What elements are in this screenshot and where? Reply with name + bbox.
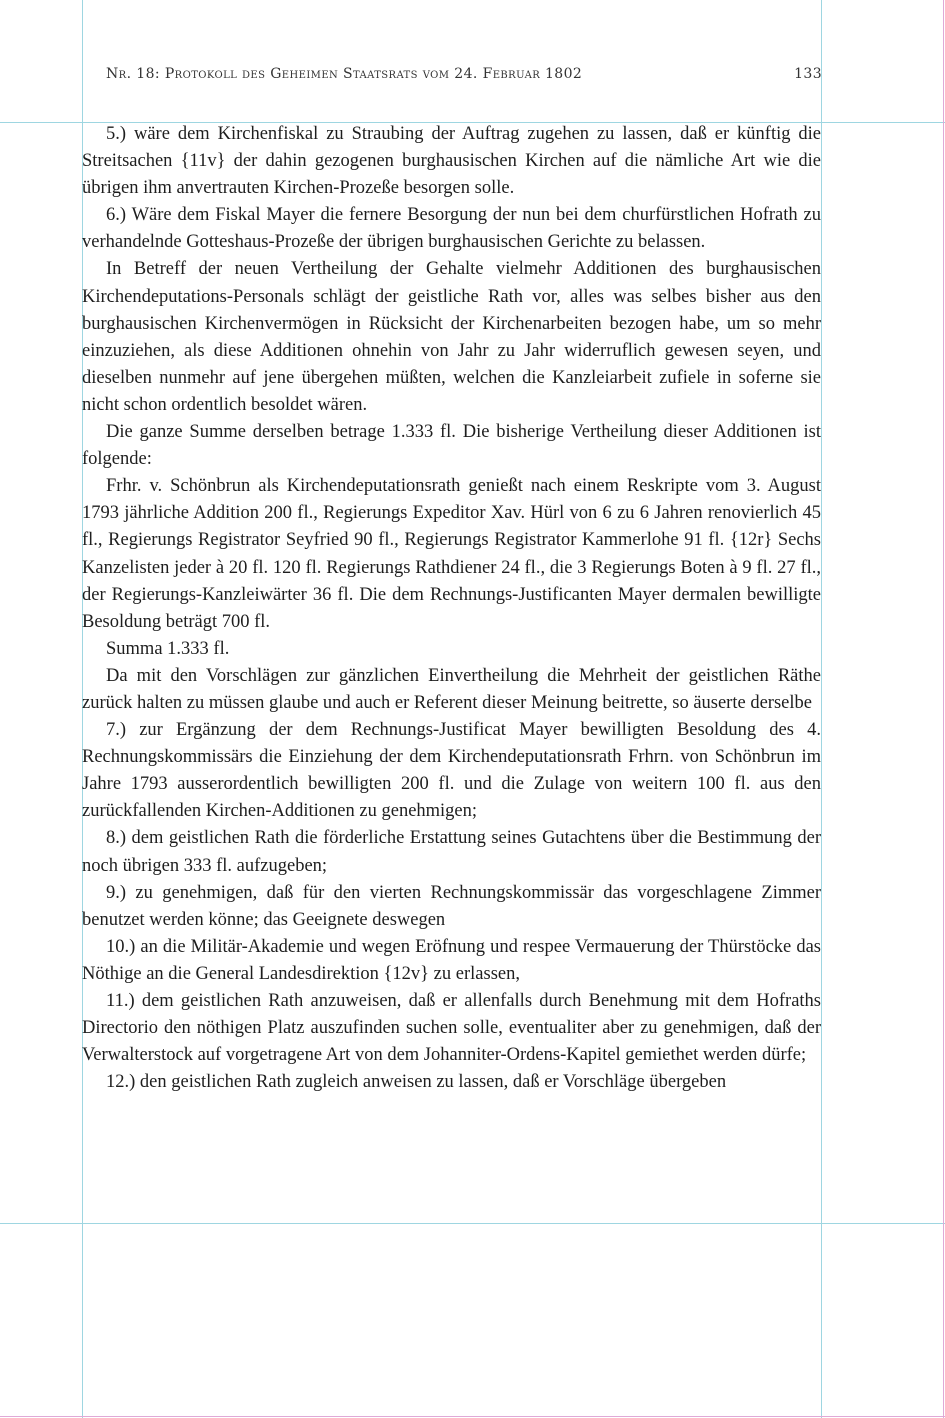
paragraph: Da mit den Vorschlägen zur gänzlichen Einvertheilung die Mehrheit der geistlichen Räthe zurück halten zu müssen glaube und auch er Referent dieser Meinung beitrette, so äuserte derselbe — [82, 665, 821, 713]
paragraph: 7.) zur Ergänzung der dem Rechnungs-Justificat Mayer bewilligten Besoldung des 4. Rechnungskommissärs die Einziehung der dem Kirchendeputationsrath Frhrn. von Schönbrun im Jahre 1793 ausserordentlich bewilligten 200 fl. und die Zulage von weitern 100 fl. aus den zurückfallenden Kirchen-Additionen zu genehmigen; — [82, 720, 821, 822]
page-right-edge — [943, 0, 944, 1418]
paragraph: 6.) Wäre dem Fiskal Mayer die fernere Besorgung der nun bei dem churfürstlichen Hofrath zu verhandelnde Gotteshaus-Prozeße der übrigen burghausischen Gerichte zu belassen. — [82, 205, 821, 253]
right-margin-guide — [821, 0, 822, 1418]
paragraph: 5.) wäre dem Kirchenfiskal zu Straubing der Auftrag zugehen zu lassen, daß er künftig die Streitsachen {11v} der dahin gezogenen burghausischen Kirchen auf die nämliche Art wie die übrigen ihm anvertrauten Kirchen-Prozeße besorgen solle. — [82, 124, 821, 199]
paragraph: 10.) an die Militär-Akademie und wegen Eröfnung und respee Vermauerung der Thürstöcke das Nöthige an die General Landesdirektion {12v} zu erlassen, — [82, 936, 821, 984]
paragraph: 12.) den geistlichen Rath zugleich anweisen zu lassen, daß er Vorschläge übergeben — [106, 1072, 727, 1093]
paragraph: 11.) dem geistlichen Rath anzuweisen, daß er allenfalls durch Benehmung mit dem Hofraths Directorio den nöthigen Platz auszufinden suchen solle, eventualiter aber zu genehmigen, daß der Verwalterstock auf vorgetragene Art von dem Johanniter-Ordens-Kapitel gemiethet werden dürfe; — [82, 991, 821, 1066]
paragraph: Frhr. v. Schönbrun als Kirchendeputationsrath genießt nach einem Reskripte vom 3. August 1793 jährliche Addition 200 fl., Regierungs Expeditor Xav. Hürl von 6 zu 6 Jahren renovierlich 45 fl., Regierungs Registrator Seyfried 90 fl., Regierungs Registrator Kammerlohe 91 fl. {12r} Sechs Kanzelisten jeder à 20 fl. 120 fl. Regierungs Rathdiener 24 fl., die 3 Regierungs Boten à 9 fl. 27 fl., der Regierungs-Kanzleiwärter 36 fl. Die dem Rechnungs-Justificanten Mayer dermalen bewilligte Besoldung beträgt 700 fl. — [82, 476, 821, 632]
paragraph: 8.) dem geistlichen Rath die förderliche Erstattung seines Gutachtens über die Bestimmung der noch übrigen 333 fl. aufzugeben; — [82, 828, 821, 876]
running-head — [106, 66, 822, 88]
page-bottom-edge — [0, 1416, 945, 1417]
paragraph: In Betreff der neuen Vertheilung der Gehalte vielmehr Additionen des burghausischen Kirchendeputations-Personals schlägt der geistliche Rath vor, alles was selbes bisher aus den burghausischen Kirchenvermögen in Rücksicht der Kirchenarbeiten bezogen habe, um so mehr einzuziehen, als diese Additionen ohnehin von Jahr zu Jahr widerruflich gewesen seyen, und dieselben nunmehr auf jene übergehen müßten, welchen die Kanzleiarbeit zufiele in soferne sie nicht schon ordentlich besoldet wären. — [82, 259, 821, 415]
paragraph: 9.) zu genehmigen, daß für den vierten Rechnungskommissär das vorgeschlagene Zimmer benutzet werden könne; das Geeignete deswegen — [82, 882, 821, 930]
running-title: Nr. 18: Protokoll des Geheimen Staatsrats vom 24. Februar 1802 — [106, 66, 583, 82]
paragraph: Die ganze Summe derselben betrage 1.333 fl. Die bisherige Vertheilung dieser Additionen ist folgende: — [82, 422, 821, 470]
page-number: 133 — [794, 66, 822, 82]
body-text — [82, 121, 821, 1231]
paragraph: Summa 1.333 fl. — [106, 638, 230, 659]
